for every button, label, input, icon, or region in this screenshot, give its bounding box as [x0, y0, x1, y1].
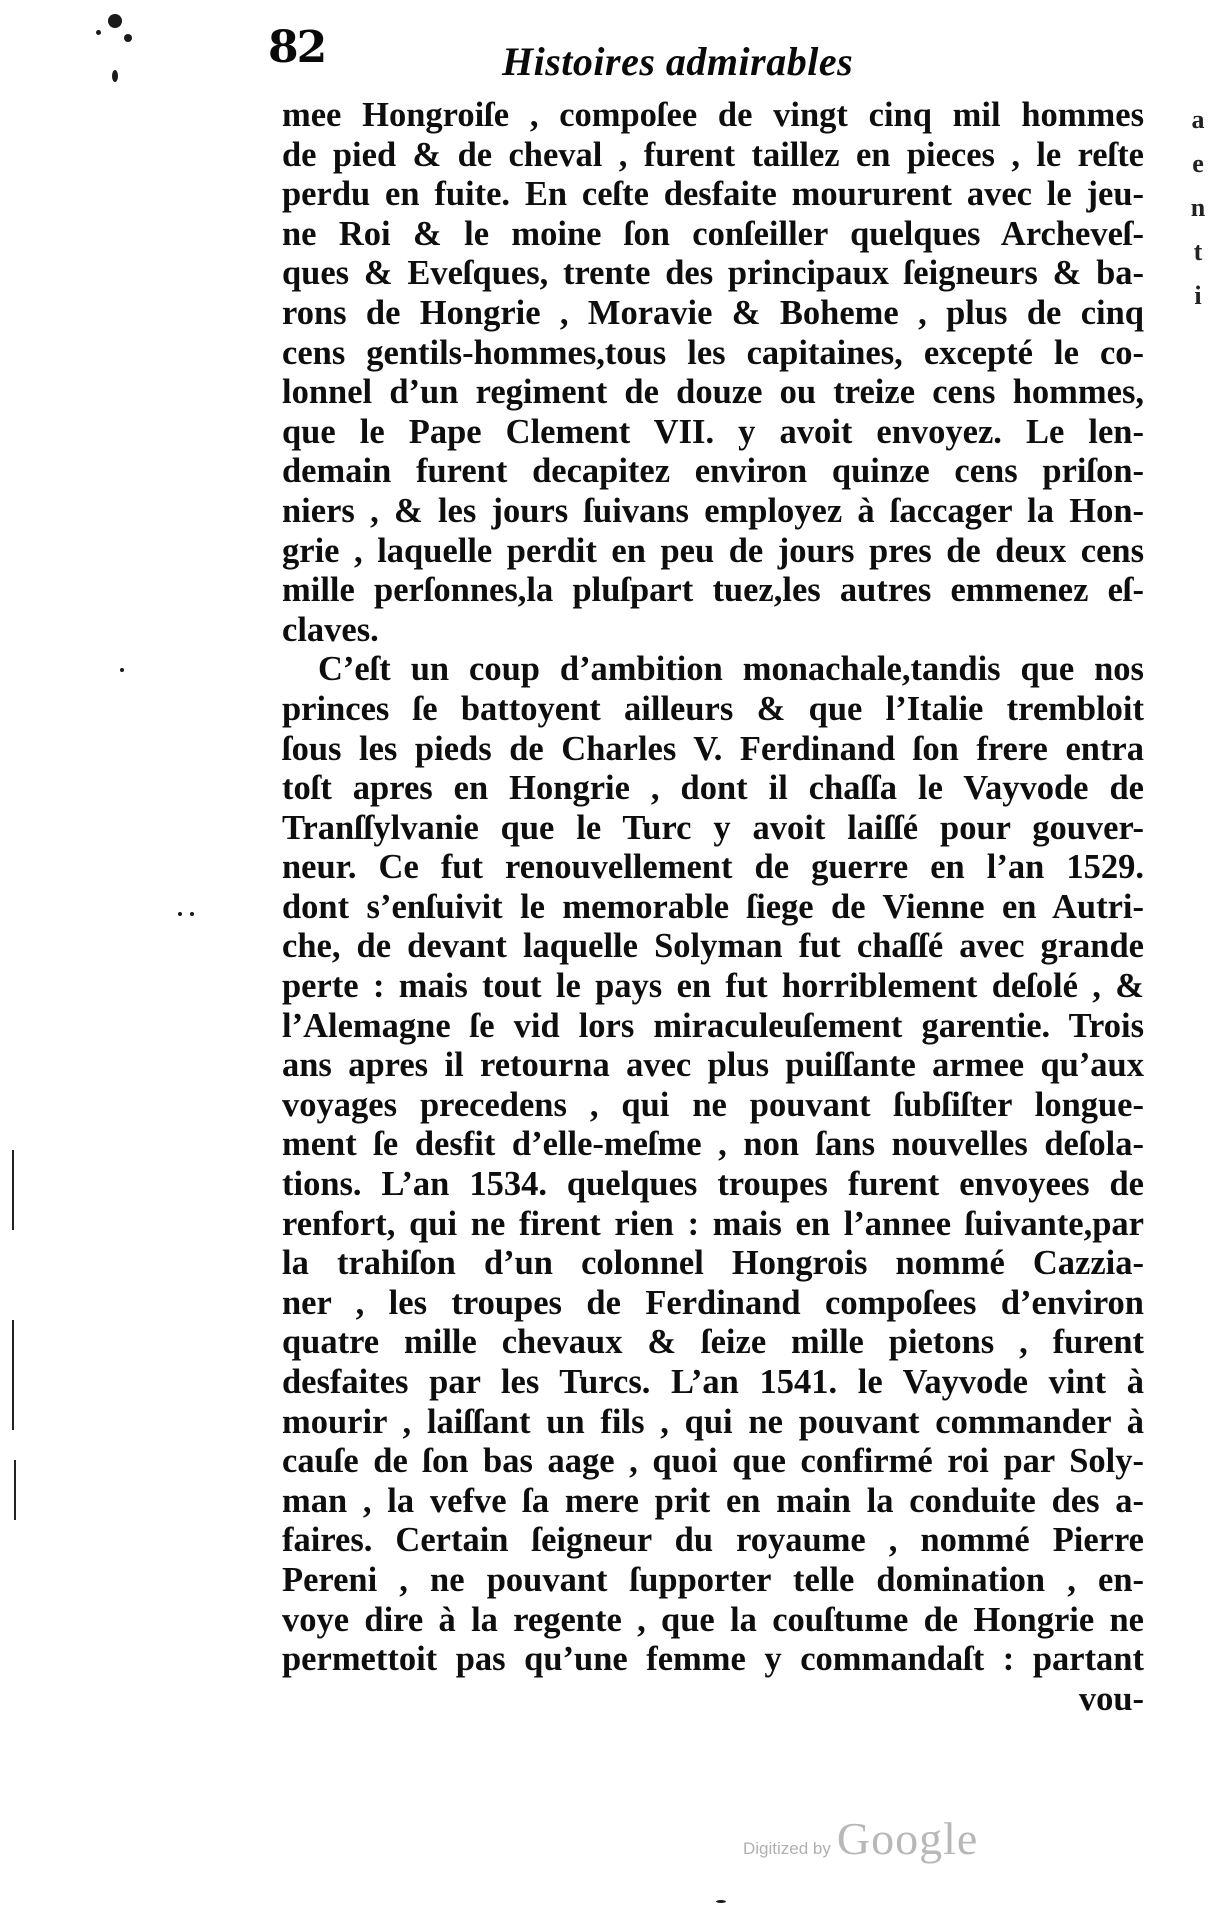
paragraph-first-line: C’eſt un coup d’ambition monachale,tandis que nos	[318, 650, 1144, 689]
text-line: ans apres il retourna avec plus puiſſante armee qu’aux	[282, 1046, 1144, 1085]
text-line: ſous les pieds de Charles V. Ferdinand ſon frere entra	[282, 729, 1144, 768]
body-text	[282, 96, 1144, 1719]
text-line: neur. Ce fut renouvellement de guerre en l’an 1529.	[282, 848, 1144, 887]
google-logo: Google	[836, 1813, 979, 1864]
scan-edge-mark	[14, 1460, 16, 1520]
ink-speck	[190, 912, 194, 916]
text-line: la trahiſon d’un colonnel Hongrois nommé Cazzia-	[282, 1244, 1144, 1283]
text-line: permettoit pas qu’une femme y commandaſt : partant	[282, 1640, 1144, 1679]
text-line: ner , les troupes de Ferdinand compoſees d’environ	[282, 1283, 1144, 1322]
text-line: perte : mais tout le pays en fut horriblement deſolé , &	[282, 967, 1144, 1006]
text-line: toſt apres en Hongrie , dont il chaſſa le Vayvode de	[282, 769, 1144, 808]
text-line: faires. Certain ſeigneur du royaume , nommé Pierre	[282, 1521, 1144, 1560]
page-number: 82	[268, 22, 326, 73]
text-line: mille perſonnes,la pluſpart tuez,les autres emmenez eſ-	[282, 571, 1144, 610]
ink-speck	[108, 14, 122, 28]
text-line: cauſe de ſon bas aage , quoi que confirmé roi par Soly-	[282, 1442, 1144, 1481]
text-line: che, de devant laquelle Solyman fut chaſſé avec grande	[282, 927, 1144, 966]
text-line: Tranſſylvanie que le Turc y avoit laiſſé pour gouver-	[282, 808, 1144, 847]
text-line: niers , & les jours ſuivans employez à ſaccager la Hon-	[282, 491, 1144, 530]
marginal-fragment: i	[1194, 281, 1202, 310]
text-line: cens gentils-hommes,tous les capitaines, excepté le co-	[282, 333, 1144, 372]
text-line: mourir , laiſſant un fils , qui ne pouvant commander à	[282, 1402, 1144, 1441]
text-line: quatre mille chevaux & ſeize mille pietons , furent	[282, 1323, 1144, 1362]
text-line: que le Pape Clement VII. y avoit envoyez. Le len-	[282, 412, 1144, 451]
ink-speck	[112, 70, 118, 82]
facing-page-bleed	[1183, 98, 1213, 318]
text-line: renfort, qui ne firent rien : mais en l’annee ſuivante,par	[282, 1204, 1144, 1243]
text-line: lonnel d’un regiment de douze ou treize cens hommes,	[282, 373, 1144, 412]
scan-edge-mark	[12, 1150, 14, 1230]
text-line: perdu en fuite. En ceſte desfaite moururent avec le jeu-	[282, 175, 1144, 214]
text-line: rons de Hongrie , Moravie & Boheme , plus de cinq	[282, 293, 1144, 332]
text-line: l’Alemagne ſe vid lors miraculeuſement garentie. Trois	[282, 1006, 1144, 1045]
watermark-label: Digitized by	[743, 1839, 831, 1858]
text-line: de pied & de cheval , furent taillez en pieces , le reſte	[282, 135, 1144, 174]
text-line: voye dire à la regente , que la couſtume de Hongrie ne	[282, 1600, 1144, 1639]
marginal-fragment: n	[1190, 193, 1206, 222]
digitization-watermark	[743, 1812, 978, 1865]
ink-speck	[96, 30, 101, 35]
text-line: man , la vefve ſa mere prit en main la conduite des a-	[282, 1481, 1144, 1520]
text-line: princes ſe battoyent ailleurs & que l’Italie trembloit	[282, 689, 1144, 728]
text-line: grie , laquelle perdit en peu de jours pres de deux cens	[282, 531, 1144, 570]
text-line: mee Hongroiſe , compoſee de vingt cinq mil hommes	[282, 96, 1144, 134]
catchword: vou-	[1078, 1679, 1144, 1718]
marginal-fragment: a	[1191, 105, 1205, 134]
text-line: desfaites par les Turcs. L’an 1541. le Vayvode vint à	[282, 1363, 1144, 1401]
ink-speck	[120, 668, 124, 672]
running-title: Histoires admirables	[502, 39, 854, 84]
marginal-fragment: e	[1192, 149, 1204, 178]
text-line: tions. L’an 1534. quelques troupes furent envoyees de	[282, 1165, 1144, 1204]
ink-speck	[178, 912, 182, 916]
scan-edge-mark	[12, 1320, 14, 1430]
text-line: claves.	[282, 610, 379, 649]
text-line: voyages precedens , qui ne pouvant ſubſiſter longue-	[282, 1085, 1144, 1124]
text-line: dont s’enſuivit le memorable ſiege de Vienne en Autri-	[282, 887, 1144, 926]
ink-speck	[124, 34, 132, 42]
text-line: ne Roi & le moine ſon conſeiller quelques Archeveſ-	[282, 214, 1144, 253]
marginal-fragment: t	[1193, 237, 1203, 266]
text-line: ment ſe desfit d’elle-meſme , non ſans nouvelles deſola-	[282, 1125, 1144, 1164]
text-line: ques & Eveſques, trente des principaux ſeigneurs & ba-	[282, 254, 1144, 293]
text-line: Pereni , ne pouvant ſupporter telle domination , en-	[282, 1560, 1144, 1599]
text-line: demain furent decapitez environ quinze cens priſon-	[282, 452, 1144, 491]
ink-speck	[716, 1900, 726, 1903]
